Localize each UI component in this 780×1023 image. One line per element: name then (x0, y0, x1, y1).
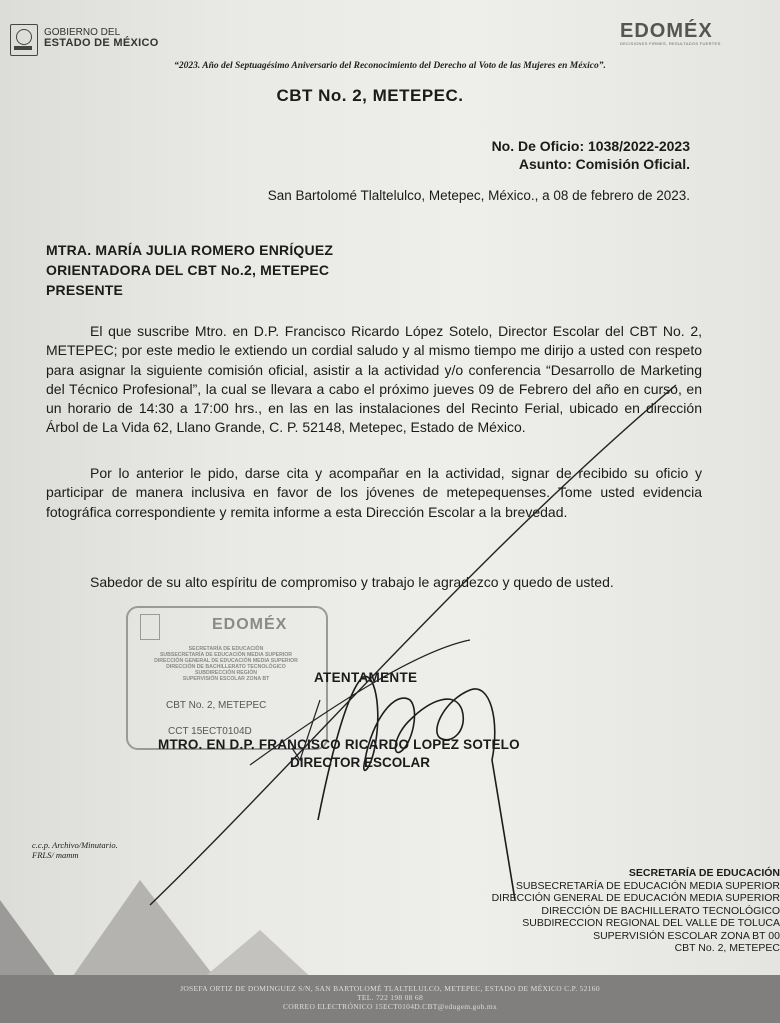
footer-email: CORREO ELECTRÓNICO 15ECT0104D.CBT@edugem.gob.mx (282, 1002, 498, 1011)
stamp-brand: EDOMÉX (212, 616, 288, 633)
footer-address-block (0, 984, 780, 1011)
stamp-school: CBT No. 2, METEPEC (166, 700, 267, 711)
stamp-line: SUPERVISIÓN ESCOLAR ZONA BT (182, 676, 270, 682)
asunto: Asunto: Comisión Oficial. (518, 156, 690, 172)
stamp-line: DIRECCIÓN DE BACHILLERATO TECNOLÓGICO (166, 664, 286, 670)
body-paragraph-2: Por lo anterior le pido, darse cita y acompañar en la actividad, signar de recibido su oficio y participar de manera inclusiva en favor de los jóvenes de metepequenses. Tome usted evidencia fotográfica correspondiente y remita informe a esta Dirección Escolar a la brevedad. (46, 465, 702, 520)
place-date: San Bartolomé Tlaltelulco, Metepec, México., a 08 de febrero de 2023. (267, 188, 690, 203)
edomex-slogan: DECISIONES FIRMES, RESULTADOS FUERTES. (620, 41, 722, 46)
signatory-name: MTRO. EN D.P. FRANCISCO RICARDO LOPEZ SOTELO (158, 737, 520, 752)
dependency-line: SECRETARÍA DE EDUCACIÓN (628, 867, 780, 879)
closing-atentamente: ATENTAMENTE (314, 670, 418, 685)
signature-stroke (150, 385, 676, 905)
stamp-cct: CCT 15ECT0104D (168, 726, 252, 737)
stamp-line: SUBSECRETARÍA DE EDUCACIÓN MEDIA SUPERIOR (159, 652, 293, 658)
signature-stroke (292, 700, 320, 760)
year-motto: “2023. Año del Septuagésimo Aniversario del Reconocimiento del Derecho al Voto de las Mujeres en México”. (174, 61, 606, 71)
recipient-name: MTRA. MARÍA JULIA ROMERO ENRÍQUEZ (46, 242, 334, 258)
dependency-line: DIRECCIÓN GENERAL DE EDUCACIÓN MEDIA SUPERIOR (491, 892, 780, 904)
dependency-line: CBT No. 2, METEPEC (674, 942, 780, 954)
recipient-role: ORIENTADORA DEL CBT No.2, METEPEC (46, 262, 330, 278)
handwritten-signature (318, 676, 515, 900)
dependency-line: SUBDIRECCION REGIONAL DEL VALLE DE TOLUCA (522, 917, 780, 929)
stamp-line: SUBDIRECCIÓN REGIÓN (195, 670, 257, 676)
stamp-line: SECRETARÍA DE EDUCACIÓN (188, 646, 264, 652)
ccp-line2: FRLS/ mamm (32, 850, 79, 860)
dependency-line: SUPERVISIÓN ESCOLAR ZONA BT 00 (593, 929, 780, 942)
dependency-line: SUBSECRETARÍA DE EDUCACIÓN MEDIA SUPERIOR (515, 879, 780, 892)
footer-address: JOSEFA ORTIZ DE DOMINGUEZ S/N, SAN BARTOLOMÉ TLALTELULCO, METEPEC, ESTADO DE MÉXICO C.P. 52160 (180, 984, 600, 993)
footer-phone: TEL. 722 198 08 68 (356, 993, 424, 1002)
government-line1: GOBIERNO DEL (44, 27, 121, 38)
school-title: CBT No. 2, METEPEC. (276, 86, 464, 105)
body-paragraph-3: Sabedor de su alto espíritu de compromiso y trabajo le agradezco y quedo de usted. (90, 574, 614, 590)
recipient-presente: PRESENTE (46, 282, 124, 298)
signatory-title: DIRECTOR ESCOLAR (290, 755, 431, 770)
body-paragraph-1: El que suscribe Mtro. en D.P. Francisco Ricardo López Sotelo, Director Escolar del CBT No. 2, METEPEC; por este medio le extiendo un cordial saludo y al mismo tiempo me dirijo a usted con respeto para asignar la siguiente comisión oficial, asistir a la actividad y/o conferencia “Desarrollo de Marketing del Técnico Profesional”, la cual se llevara a cabo el próximo jueves 09 de Febrero del año en curso, en un horario de 14:30 a 17:00 hrs., en las en las instalaciones del Recinto Ferial, ubicado en dirección Árbol de La Vida 62, Llano Grande, C. P. 52148, Metepec, Estado de México. (46, 323, 702, 436)
ccp-line1: c.c.p. Archivo/Minutario. (32, 840, 118, 850)
oficio-number: No. De Oficio: 1038/2022-2023 (491, 138, 690, 154)
stamp-line: DIRECCIÓN GENERAL DE EDUCACIÓN MEDIA SUPERIOR (154, 658, 298, 664)
dependency-line: DIRECCIÓN DE BACHILLERATO TECNOLÓGICO (541, 904, 780, 917)
signature-stroke (250, 640, 470, 765)
government-line2: ESTADO DE MÉXICO (44, 37, 159, 49)
edomex-logo: EDOMÉX (620, 20, 713, 42)
